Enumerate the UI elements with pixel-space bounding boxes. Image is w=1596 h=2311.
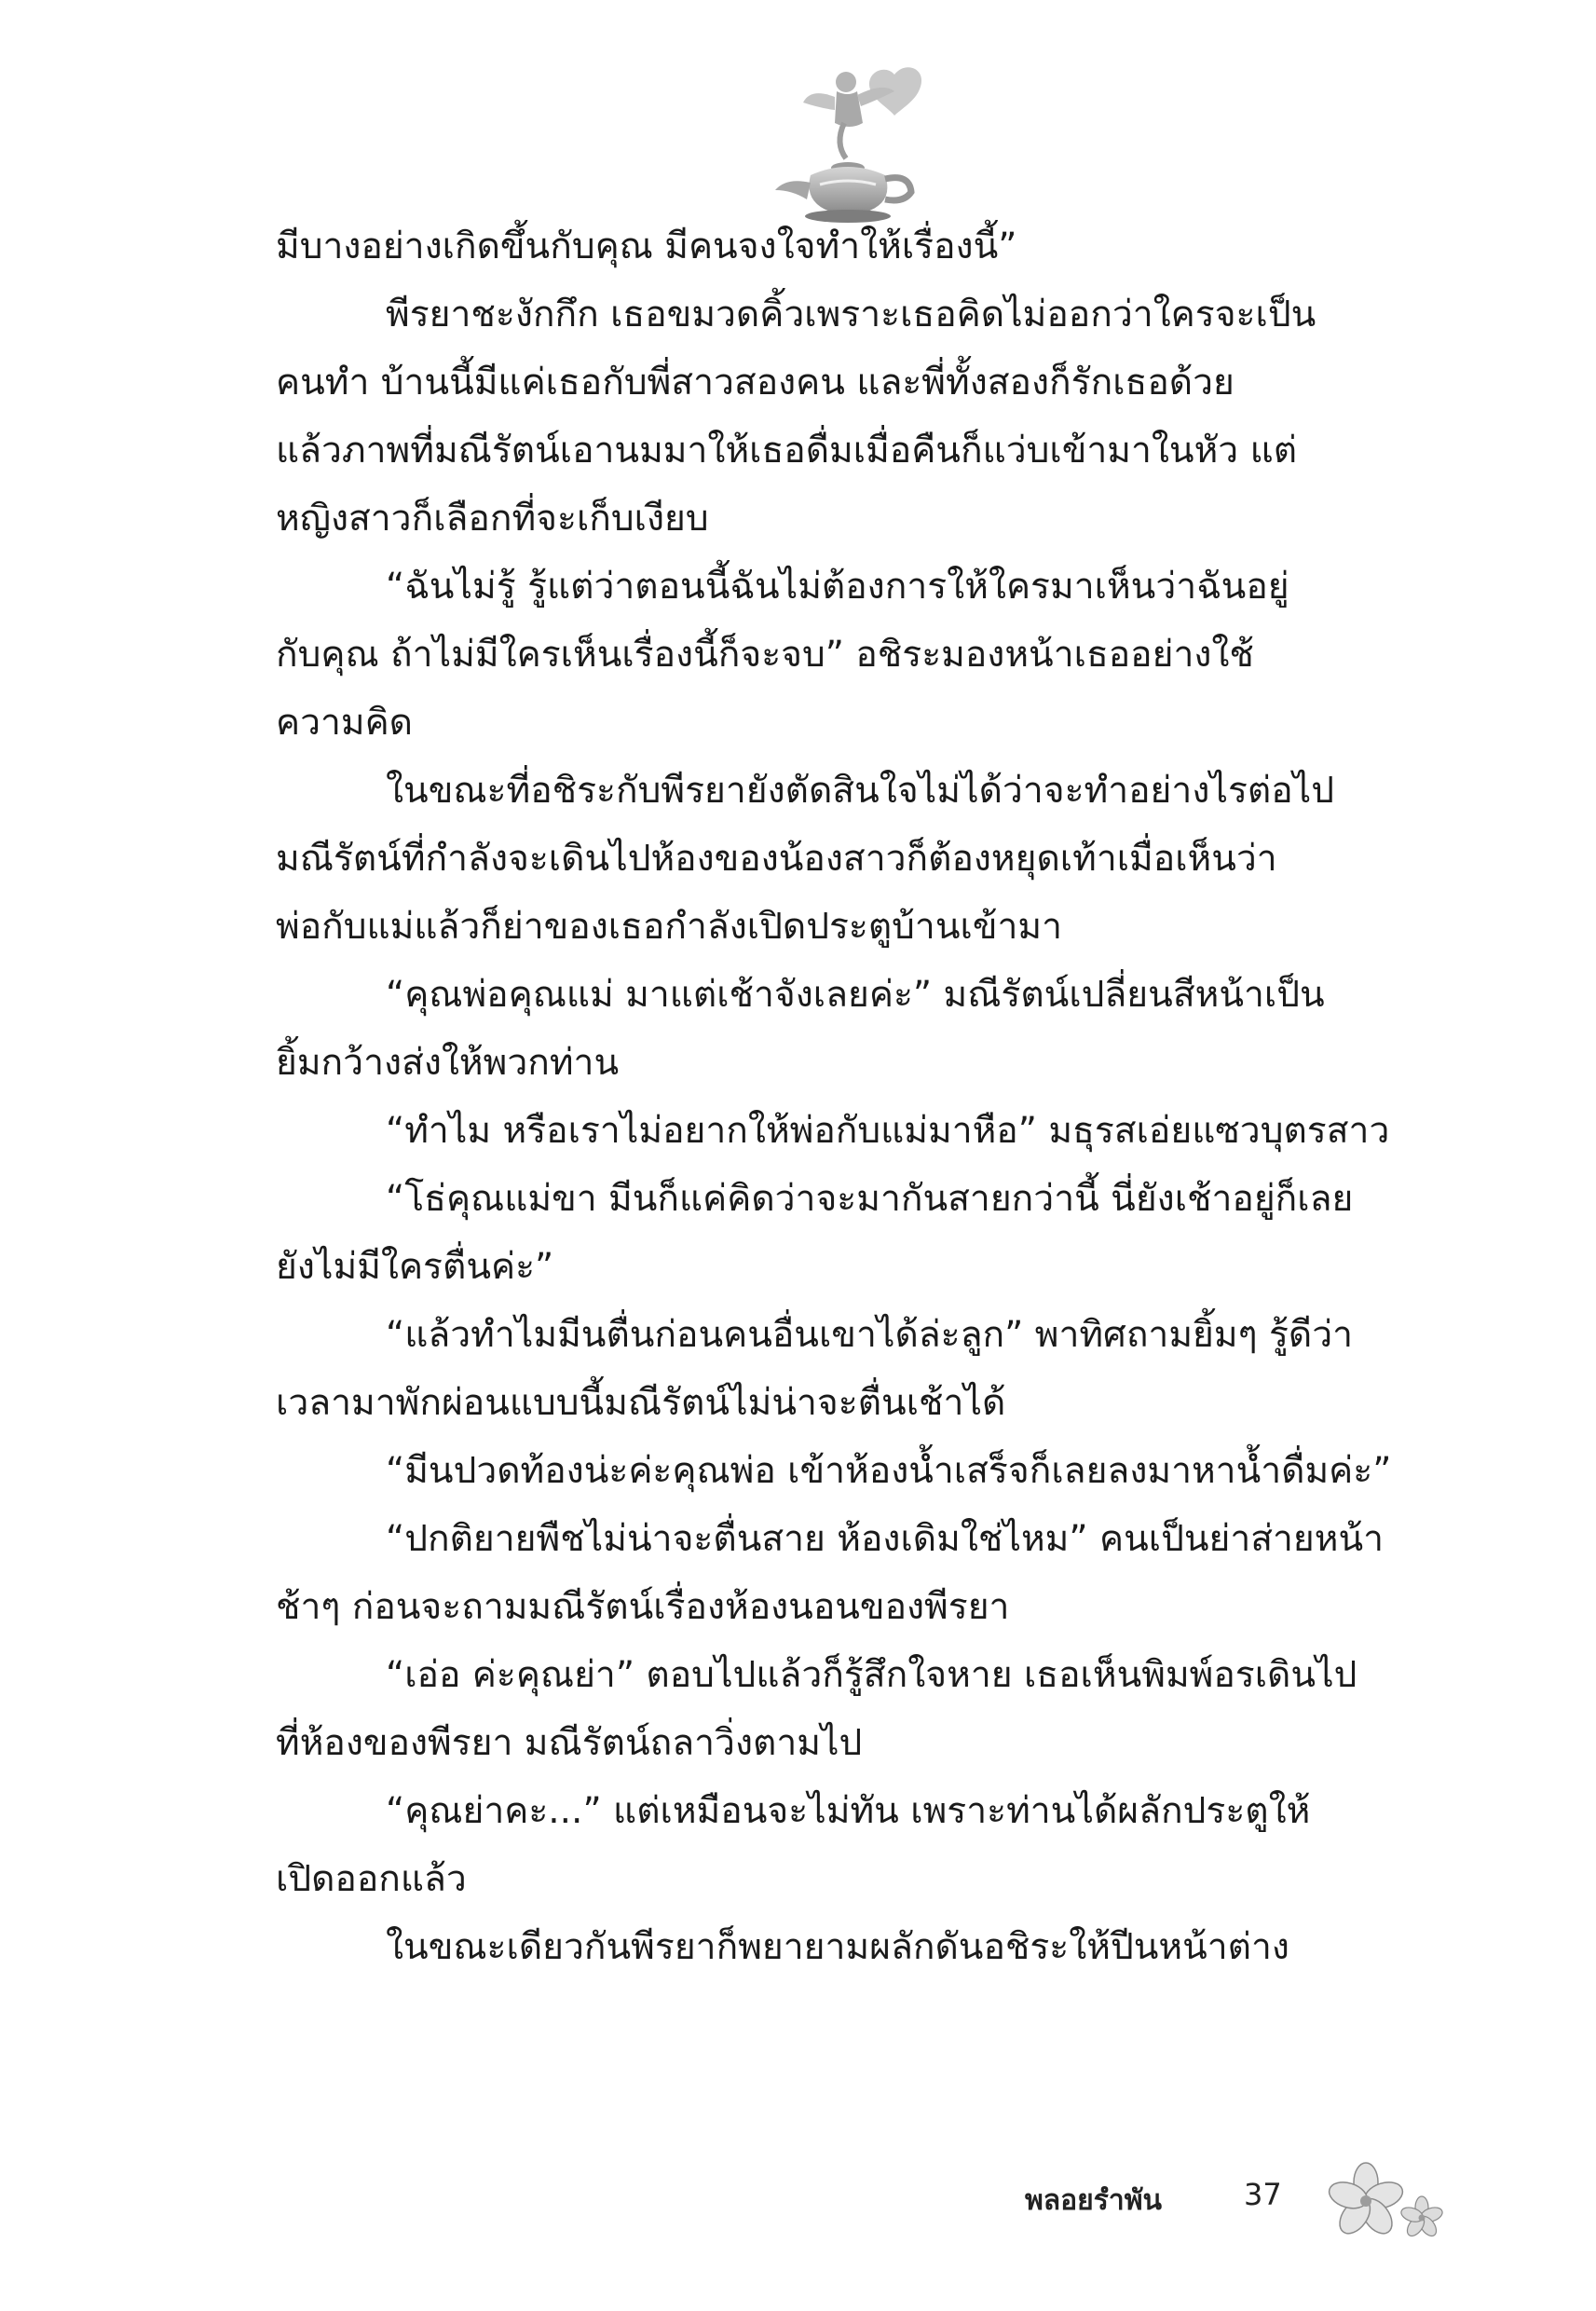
text-line: ช้าๆ ก่อนจะถามมณีรัตน์เรื่องห้องนอนของพีรยา [276,1586,1010,1628]
text-line: ยังไม่มีใครตื่นค่ะ” [276,1246,554,1288]
body-text [276,212,1414,1981]
text-line: ที่ห้องของพีรยา มณีรัตน์ถลาวิ่งตามไป [276,1722,863,1764]
text-line: ความคิด [276,702,414,744]
text-line: ในขณะที่อชิระกับพีรยายังตัดสินใจไม่ได้ว่าจะทำอย่างไรต่อไป [386,770,1335,812]
text-line: “คุณพ่อคุณแม่ มาแต่เช้าจังเลยค่ะ” มณีรัตน์เปลี่ยนสีหน้าเป็น [386,974,1325,1016]
book-title: พลอยรำพัน [1025,2184,1162,2217]
text-line: เวลามาพักผ่อนแบบนี้มณีรัตน์ไม่น่าจะตื่นเช้าได้ [276,1382,1006,1424]
text-line: “ปกติยายพืชไม่น่าจะตื่นสาย ห้องเดิมใช่ไหม” คนเป็นย่าส่ายหน้า [386,1518,1385,1560]
text-line: กับคุณ ถ้าไม่มีใครเห็นเรื่องนี้ก็จะจบ” อชิระมองหน้าเธออย่างใช้ [276,634,1254,676]
text-line: พีรยาชะงักกึก เธอขมวดคิ้วเพราะเธอคิดไม่ออกว่าใครจะเป็น [386,294,1316,335]
text-line: “แล้วทำไมมีนตื่นก่อนคนอื่นเขาได้ล่ะลูก” พาทิศถามยิ้มๆ รู้ดีว่า [386,1314,1354,1356]
text-line: เปิดออกแล้ว [276,1858,467,1900]
text-line: มีบางอย่างเกิดขึ้นกับคุณ มีคนจงใจทำให้เรื่องนี้” [276,226,1017,267]
text-line: หญิงสาวก็เลือกที่จะเก็บเงียบ [276,498,709,540]
text-line: “มีนปวดท้องน่ะค่ะคุณพ่อ เข้าห้องน้ำเสร็จก็เลยลงมาหาน้ำดื่มค่ะ” [386,1450,1392,1492]
text-line: “ทำไม หรือเราไม่อยากให้พ่อกับแม่มาหือ” มธุรสเอ่ยแซวบุตรสาว [386,1110,1390,1152]
text-line: ยิ้มกว้างส่งให้พวกท่าน [276,1042,620,1084]
text-line: มณีรัตน์ที่กำลังจะเดินไปห้องของน้องสาวก็ต้องหยุดเท้าเมื่อเห็นว่า [276,838,1277,880]
text-line: คนทำ บ้านนี้มีแค่เธอกับพี่สาวสองคน และพี่ทั้งสองก็รักเธอด้วย [276,362,1235,403]
page-number: 37 [1244,2177,1282,2212]
plumeria-flower-icon [1323,2160,1453,2244]
text-line: “คุณย่าคะ...” แต่เหมือนจะไม่ทัน เพราะท่านได้ผลักประตูให้ [386,1790,1311,1832]
text-line: “เอ่อ ค่ะคุณย่า” ตอบไปแล้วก็รู้สึกใจหาย เธอเห็นพิมพ์อรเดินไป [386,1654,1357,1696]
text-line: “โธ่คุณแม่ขา มีนก็แค่คิดว่าจะมากันสายกว่านี้ นี่ยังเช้าอยู่ก็เลย [386,1178,1354,1220]
text-line: พ่อกับแม่แล้วก็ย่าของเธอกำลังเปิดประตูบ้านเข้ามา [276,906,1062,948]
text-line: ในขณะเดียวกันพีรยาก็พยายามผลักดันอชิระให้ปีนหน้าต่าง [386,1926,1289,1968]
page-footer [1006,2160,1453,2244]
text-line: แล้วภาพที่มณีรัตน์เอานมมาให้เธอดื่มเมื่อคืนก็แว่บเข้ามาในหัว แต่ [276,430,1298,472]
text-line: “ฉันไม่รู้ รู้แต่ว่าตอนนี้ฉันไม่ต้องการให้ใครมาเห็นว่าฉันอยู่ [386,566,1289,608]
